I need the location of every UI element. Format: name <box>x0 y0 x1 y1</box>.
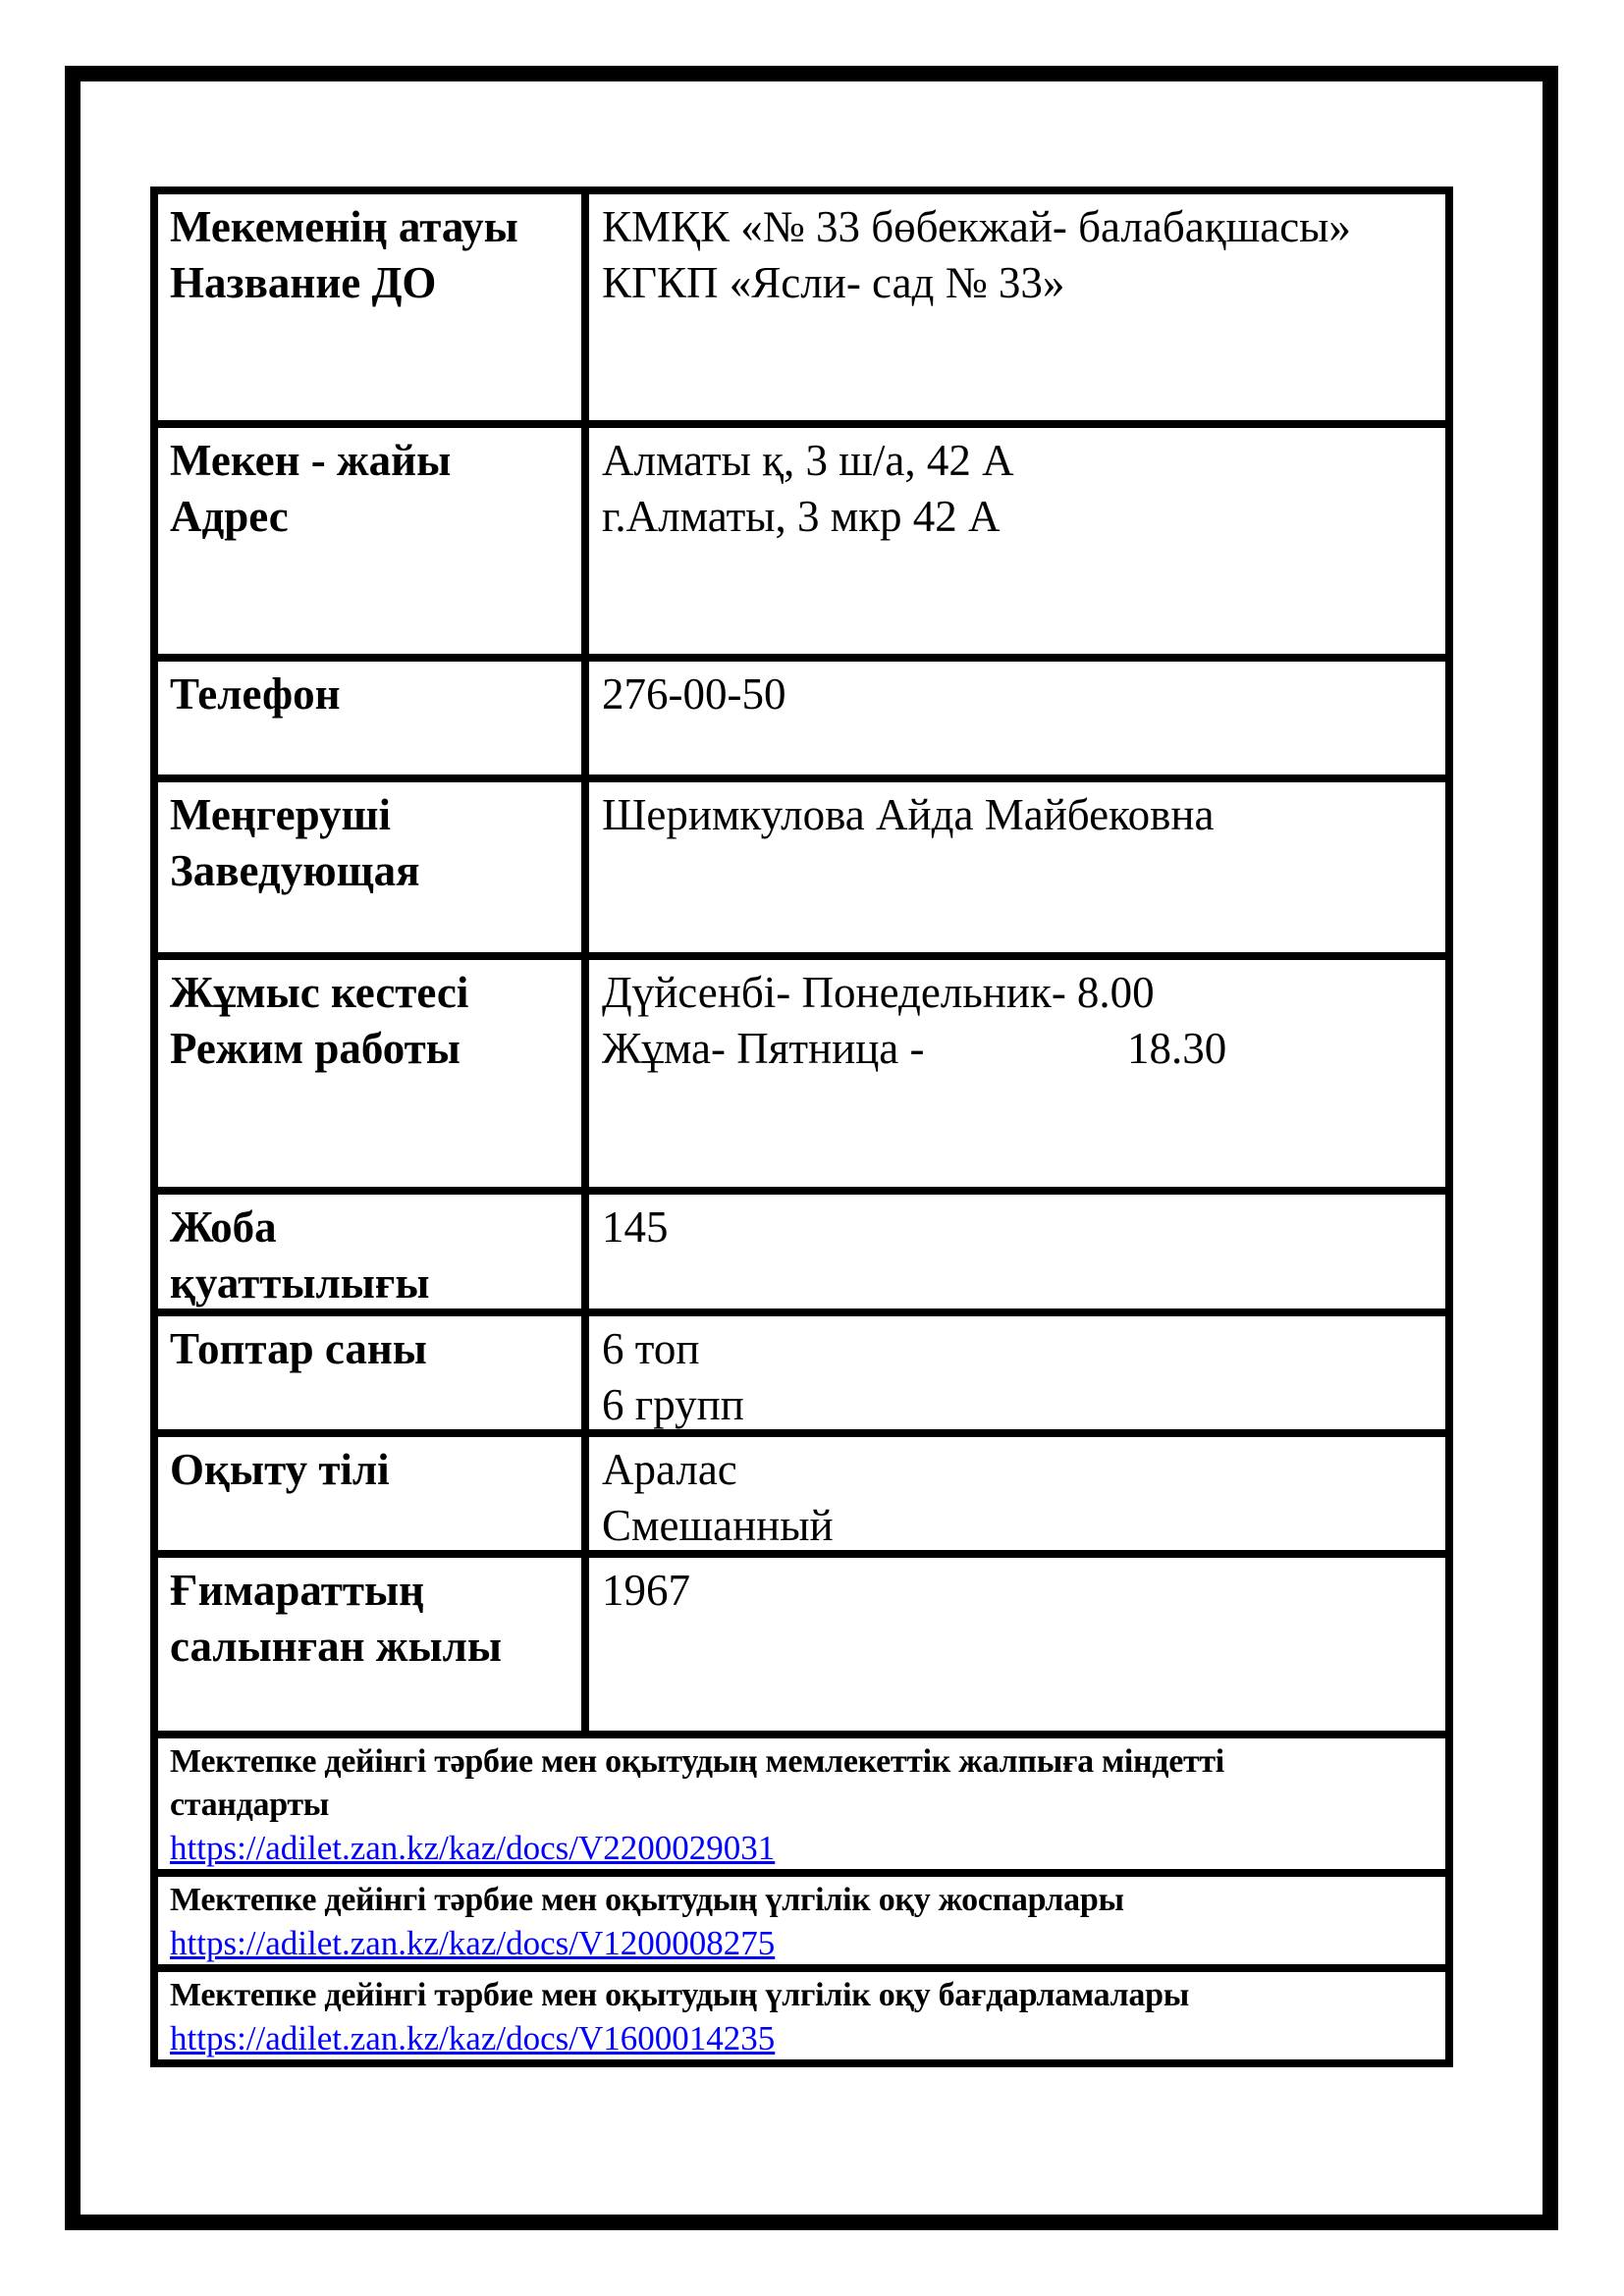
resource-link-row <box>170 1877 1443 1964</box>
table-column-divider <box>581 187 589 1738</box>
row-value-line: 6 топ <box>602 1324 700 1373</box>
row-label-line: Мекеменің атауы <box>170 202 518 251</box>
schedule-days: Дүйсенбі- Понедельник- <box>602 968 1066 1017</box>
row-label <box>170 1195 579 1308</box>
row-value-line: 6 групп <box>602 1380 744 1429</box>
row-label <box>170 662 579 774</box>
row-label-line: Телефон <box>170 669 341 719</box>
row-value <box>602 782 1442 952</box>
table-border-horizontal <box>150 1731 1453 1738</box>
row-value-line: Шеримкулова Айда Майбековна <box>602 790 1215 839</box>
row-value-line: 276-00-50 <box>602 669 786 719</box>
resource-link-row <box>170 1972 1443 2059</box>
row-value <box>602 960 1442 1187</box>
table-border-horizontal <box>150 654 1453 662</box>
table-border-right <box>1445 187 1453 2067</box>
resource-link-row <box>170 1738 1443 1869</box>
row-label-line: Меңгеруші <box>170 790 392 839</box>
table-border-horizontal <box>150 1187 1453 1195</box>
row-label-line: қуаттылығы <box>170 1258 430 1308</box>
schedule-time: 8.00 <box>1076 968 1155 1017</box>
row-value-line: КГКП «Ясли- сад № 33» <box>602 258 1065 307</box>
row-label <box>170 1316 579 1429</box>
resource-title: Мектепке дейінгі тәрбие мен оқытудың үлгілік оқу бағдарламалары <box>170 1977 1189 2013</box>
row-label-line: Жұмыс кестесі <box>170 968 469 1017</box>
row-value-line: Алматы қ, 3 ш/а, 42 А <box>602 436 1014 485</box>
table-border-horizontal <box>150 952 1453 960</box>
row-value-line: 145 <box>602 1202 669 1252</box>
row-label <box>170 194 579 420</box>
resource-title: Мектепке дейінгі тәрбие мен оқытудың мемлекеттік жалпыға міндетті <box>170 1743 1224 1780</box>
row-label-line: Адрес <box>170 492 289 541</box>
row-value-line: 1967 <box>602 1566 690 1615</box>
row-value <box>602 1195 1442 1308</box>
row-label-line: Жоба <box>170 1202 277 1252</box>
row-label <box>170 960 579 1187</box>
row-label <box>170 1437 579 1550</box>
row-value <box>602 1558 1442 1731</box>
row-value <box>602 428 1442 654</box>
table-border-horizontal <box>150 2059 1453 2067</box>
row-label <box>170 1558 579 1731</box>
resource-link[interactable]: https://adilet.zan.kz/kaz/docs/V2200029031 <box>170 1829 776 1867</box>
row-label-line: Топтар саны <box>170 1324 427 1373</box>
table-border-horizontal <box>150 1964 1453 1972</box>
row-value <box>602 194 1442 420</box>
row-label <box>170 428 579 654</box>
row-label-line: Мекен - жайы <box>170 436 452 485</box>
row-value <box>602 1437 1442 1550</box>
row-label-line: Название ДО <box>170 258 437 307</box>
table-border-horizontal <box>150 1869 1453 1877</box>
schedule-time: 18.30 <box>1127 1024 1227 1073</box>
resource-link[interactable]: https://adilet.zan.kz/kaz/docs/V1600014235 <box>170 2019 776 2057</box>
row-label <box>170 782 579 952</box>
row-value <box>602 1316 1442 1429</box>
row-value-line: КМҚК «№ 33 бөбекжай- балабақшасы» <box>602 202 1351 251</box>
row-label-line: Режим работы <box>170 1024 460 1073</box>
row-value-line: г.Алматы, 3 мкр 42 А <box>602 492 1001 541</box>
row-value <box>602 662 1442 774</box>
table-border-left <box>150 187 158 2067</box>
table-border-horizontal <box>150 187 1453 194</box>
resource-title: Мектепке дейінгі тәрбие мен оқытудың үлгілік оқу жоспарлары <box>170 1882 1124 1918</box>
schedule-days: Жұма- Пятница - <box>602 1024 925 1073</box>
table-border-horizontal <box>150 774 1453 782</box>
row-value-line: Смешанный <box>602 1501 834 1550</box>
row-value-line: Аралас <box>602 1445 737 1494</box>
resource-title: стандарты <box>170 1787 330 1823</box>
table-border-horizontal <box>150 420 1453 428</box>
row-label-line: Оқыту тілі <box>170 1445 390 1494</box>
row-label-line: салынған жылы <box>170 1622 502 1671</box>
row-label-line: Заведующая <box>170 846 420 895</box>
schedule-line <box>602 965 1442 1021</box>
row-label-line: Ғимараттың <box>170 1566 425 1615</box>
schedule-line <box>602 1021 1442 1077</box>
resource-link[interactable]: https://adilet.zan.kz/kaz/docs/V1200008275 <box>170 1924 776 1962</box>
